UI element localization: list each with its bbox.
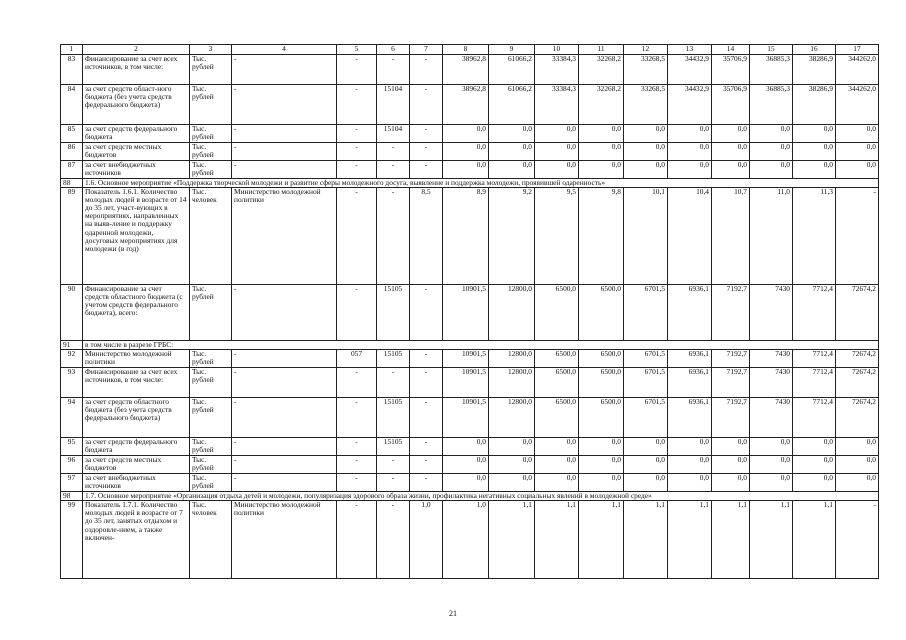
table-cell: - [337,438,377,456]
table-cell: 0,0 [836,438,879,456]
table-cell: Тыс. рублей [190,161,232,179]
header-cell: 14 [712,45,750,55]
table-cell: 0,0 [535,438,579,456]
table-cell: 9,5 [535,188,579,285]
table-cell: Финансирование за счет средств областного бюджета (с учетом средств федерального бюджета), всего: [83,285,190,341]
table-cell: 8,5 [410,188,443,285]
table-body [61,45,879,579]
table-cell: 7430 [750,398,793,438]
table-row [61,501,879,579]
table-cell: 6500,0 [579,368,624,398]
table-cell: Тыс. рублей [190,350,232,368]
table-cell: 10,7 [712,188,750,285]
table-cell: - [410,474,443,492]
table-cell: 7430 [750,368,793,398]
table-cell: 0,0 [712,474,750,492]
table-cell: 0,0 [443,456,489,474]
table-row [61,125,879,143]
table-cell: - [836,188,879,285]
table-cell: 1,1 [712,501,750,579]
table-cell: 0,0 [535,456,579,474]
table-cell: 0,0 [624,125,668,143]
table-cell: Министерство молодежной политики [83,350,190,368]
table-cell: - [337,501,377,579]
header-cell: 17 [836,45,879,55]
table-cell: 0,0 [624,438,668,456]
table-cell: 0,0 [624,456,668,474]
row-number: 90 [61,285,83,341]
table-cell: Тыс. человек [190,188,232,285]
table-cell: Тыс. рублей [190,456,232,474]
table-cell: 10901,5 [443,285,489,341]
table-cell: Министерство молодежной политики [232,501,337,579]
table-cell: за счет внебюджетных источников [83,161,190,179]
table-cell: - [377,501,410,579]
table-cell: Тыс. рублей [190,474,232,492]
table-cell: 0,0 [489,143,535,161]
table-cell: 72674,2 [836,398,879,438]
table-cell: 0,0 [750,125,793,143]
table-cell: - [337,368,377,398]
table-cell: Финансирование за счет всех источников, в том числе: [83,55,190,85]
table-cell: 0,0 [668,161,712,179]
table-cell: 6701,5 [624,350,668,368]
header-cell: 5 [337,45,377,55]
table-row [61,438,879,456]
table-cell: 0,0 [836,161,879,179]
table-cell: 0,0 [668,456,712,474]
table-cell: 61066,2 [489,55,535,85]
table-cell: за счет средств област-ного бюджета (без учета средств федерального бюджета) [83,85,190,125]
table-cell: 12800,0 [489,398,535,438]
section-title: в том числе в разрезе ГРБС: [83,341,879,350]
row-number: 99 [61,501,83,579]
table-cell: 7712,4 [793,285,836,341]
table-cell: - [232,143,337,161]
table-cell: - [337,474,377,492]
table-cell: Тыс. рублей [190,85,232,125]
table-cell: Тыс. рублей [190,438,232,456]
section-row [61,179,879,188]
table-cell: - [410,85,443,125]
row-number: 89 [61,188,83,285]
table-cell: - [232,285,337,341]
table-cell: 6936,1 [668,368,712,398]
table-cell: Министерство молодежной политики [232,188,337,285]
table-cell: 8,9 [443,188,489,285]
table-cell: - [377,161,410,179]
table-cell: 7192,7 [712,368,750,398]
table-cell: 10901,5 [443,398,489,438]
table-cell: 6500,0 [535,368,579,398]
table-cell: 0,0 [712,143,750,161]
table-cell: 38286,9 [793,55,836,85]
header-cell: 1 [61,45,83,55]
table-cell: 344262,0 [836,85,879,125]
header-cell: 8 [443,45,489,55]
row-number: 96 [61,456,83,474]
table-cell: 0,0 [489,456,535,474]
table-cell: - [337,285,377,341]
table-cell: 0,0 [668,438,712,456]
table-cell: 35706,9 [712,85,750,125]
table-cell: 11,3 [793,188,836,285]
table-cell: 0,0 [750,161,793,179]
table-cell: 11,0 [750,188,793,285]
table-cell: 0,0 [668,474,712,492]
row-number: 86 [61,143,83,161]
table-cell: 0,0 [579,161,624,179]
program-table [60,44,879,579]
table-row [61,143,879,161]
table-row [61,368,879,398]
table-cell: 61066,2 [489,85,535,125]
table-cell: - [377,474,410,492]
row-number: 91 [61,341,83,350]
table-cell: 6500,0 [579,350,624,368]
table-cell: - [232,398,337,438]
table-cell: - [232,474,337,492]
table-cell: 0,0 [443,125,489,143]
table-cell: 0,0 [489,125,535,143]
table-cell: 1,1 [750,501,793,579]
table-cell: 34432,9 [668,55,712,85]
table-cell: 0,0 [579,143,624,161]
table-cell: 36885,3 [750,85,793,125]
table-cell: - [337,456,377,474]
table-cell: 33268,5 [624,85,668,125]
table-cell: 6500,0 [535,350,579,368]
table-cell: - [232,456,337,474]
table-cell: 1,1 [489,501,535,579]
table-cell: 33384,3 [535,85,579,125]
table-cell: - [410,161,443,179]
table-cell: 0,0 [443,474,489,492]
table-cell: - [410,125,443,143]
table-cell: 0,0 [793,161,836,179]
table-cell: 0,0 [668,143,712,161]
table-cell: 0,0 [579,474,624,492]
table-cell: 38962,8 [443,55,489,85]
table-row [61,398,879,438]
table-cell: Тыс. рублей [190,398,232,438]
table-cell: 15105 [377,285,410,341]
table-cell: - [232,368,337,398]
table-cell: 0,0 [489,161,535,179]
table-cell: 0,0 [489,474,535,492]
table-cell: - [377,143,410,161]
table-cell: - [410,438,443,456]
table-cell: за счет средств федерального бюджета [83,125,190,143]
table-cell: - [232,125,337,143]
table-cell: 1,1 [535,501,579,579]
table-cell: за счет средств местных бюджетов [83,143,190,161]
table-cell: 15104 [377,125,410,143]
table-cell: Показатель 1.6.1. Количество молодых людей в возрасте от 14 до 35 лет, участ-вующих в мероприятиях, направленных на выяв-ление и поддержку одаренной молодежи, досуговых мероприятиях для молодежи (в год) [83,188,190,285]
row-number: 97 [61,474,83,492]
table-cell: 0,0 [624,161,668,179]
header-cell: 13 [668,45,712,55]
table-cell: 38962,8 [443,85,489,125]
table-cell: 7192,7 [712,350,750,368]
section-row [61,341,879,350]
table-cell: 15105 [377,398,410,438]
table-cell: 7712,4 [793,350,836,368]
table-cell: 1,1 [668,501,712,579]
table-cell: 32268,2 [579,55,624,85]
table-cell: - [410,285,443,341]
table-cell: - [377,368,410,398]
table-cell: - [410,456,443,474]
table-cell: 12800,0 [489,350,535,368]
table-cell: 33268,5 [624,55,668,85]
table-cell: 10,1 [624,188,668,285]
table-cell: 6701,5 [624,368,668,398]
table-cell: 0,0 [624,474,668,492]
table-cell: 057 [337,350,377,368]
table-row [61,55,879,85]
table-cell: 0,0 [579,438,624,456]
table-cell: 0,0 [793,438,836,456]
table-cell: 35706,9 [712,55,750,85]
table-cell: 0,0 [750,438,793,456]
table-cell: - [410,143,443,161]
table-cell: 7712,4 [793,398,836,438]
table-cell: Показатель 1.7.1. Количество молодых людей в возрасте от 7 до 35 лет, занятых отдыхом и оздоровле-нием, а также включен- [83,501,190,579]
table-cell: - [232,55,337,85]
header-row [61,45,879,55]
table-cell: 0,0 [443,438,489,456]
table-cell: 32268,2 [579,85,624,125]
table-cell: 38286,9 [793,85,836,125]
row-number: 94 [61,398,83,438]
table-cell: 34432,9 [668,85,712,125]
table-cell: 0,0 [750,143,793,161]
table-cell: 0,0 [712,438,750,456]
table-cell: 0,0 [750,456,793,474]
table-cell: 6500,0 [579,398,624,438]
table-cell: - [377,188,410,285]
row-number: 88 [61,179,83,188]
table-cell: 0,0 [579,456,624,474]
table-cell: 7192,7 [712,285,750,341]
table-cell: 9,2 [489,188,535,285]
header-cell: 6 [377,45,410,55]
table-cell: 6500,0 [579,285,624,341]
table-cell: - [377,55,410,85]
table-cell: - [410,398,443,438]
table-cell: 6500,0 [535,285,579,341]
row-number: 98 [61,492,83,501]
table-cell: 15105 [377,438,410,456]
table-cell: 7712,4 [793,368,836,398]
table-cell: - [337,143,377,161]
table-cell: - [377,456,410,474]
table-cell: 7430 [750,285,793,341]
table-cell: Тыс. рублей [190,285,232,341]
table-row [61,474,879,492]
table-cell: за счет средств федерального бюджета [83,438,190,456]
table-cell: 0,0 [535,474,579,492]
table-cell: за счет средств местных бюджетов [83,456,190,474]
table-cell: Тыс. рублей [190,143,232,161]
table-cell: 0,0 [836,143,879,161]
header-cell: 11 [579,45,624,55]
table-cell: 10901,5 [443,368,489,398]
table-row [61,456,879,474]
table-cell: за счет средств областного бюджета (без учета средств федерального бюджета) [83,398,190,438]
table-cell: 0,0 [624,143,668,161]
table-cell: - [337,85,377,125]
table-cell: 6701,5 [624,285,668,341]
table-cell: - [232,85,337,125]
table-cell: 0,0 [535,143,579,161]
table-cell: - [232,438,337,456]
table-cell: Финансирование за счет всех источников, в том числе: [83,368,190,398]
table-cell: 12800,0 [489,368,535,398]
table-cell: - [337,125,377,143]
table-cell: 7192,7 [712,398,750,438]
header-cell: 9 [489,45,535,55]
row-number: 85 [61,125,83,143]
table-cell: Тыс. рублей [190,55,232,85]
table-cell: 9,8 [579,188,624,285]
table-cell: - [232,161,337,179]
table-cell: Тыс. рублей [190,125,232,143]
table-cell: - [337,161,377,179]
table-cell: - [410,55,443,85]
table-cell: 0,0 [750,474,793,492]
table-cell: - [337,55,377,85]
table-cell: Тыс. человек [190,501,232,579]
table-cell: 0,0 [836,456,879,474]
table-cell: 0,0 [793,456,836,474]
table-cell: 6936,1 [668,350,712,368]
table-cell: 1,0 [443,501,489,579]
table-cell: 72674,2 [836,350,879,368]
header-cell: 15 [750,45,793,55]
table-cell: 72674,2 [836,285,879,341]
table-cell: - [836,501,879,579]
section-title: 1.7. Основное мероприятие «Организация отдыха детей и молодежи, популяризация здорового образа жизни, профилактика негативных социальных явлений в молодежной среде» [83,492,879,501]
table-cell: - [232,350,337,368]
header-cell: 2 [83,45,190,55]
header-cell: 4 [232,45,337,55]
table-cell: 0,0 [668,125,712,143]
table-cell: 0,0 [793,474,836,492]
table-cell: 0,0 [793,143,836,161]
table-cell: 15105 [377,350,410,368]
table-cell: 0,0 [712,456,750,474]
header-cell: 3 [190,45,232,55]
table-cell: 15104 [377,85,410,125]
table-cell: 7430 [750,350,793,368]
table-cell: 0,0 [443,161,489,179]
table-cell: 1,1 [793,501,836,579]
row-number: 84 [61,85,83,125]
table-cell: 0,0 [579,125,624,143]
table-cell: 6936,1 [668,285,712,341]
table-cell: 1,0 [410,501,443,579]
table-cell: 1,1 [624,501,668,579]
table-cell: 6701,5 [624,398,668,438]
table-row [61,85,879,125]
header-cell: 16 [793,45,836,55]
table-cell: 344262,0 [836,55,879,85]
table-cell: - [337,398,377,438]
table-cell: 10,4 [668,188,712,285]
row-number: 83 [61,55,83,85]
row-number: 92 [61,350,83,368]
table-cell: 10901,5 [443,350,489,368]
header-cell: 10 [535,45,579,55]
section-title: 1.6. Основное мероприятие «Поддержка творческой молодежи и развитие сферы молодежного досуга, выявление и поддержка молодежи, проявившей одаренность» [83,179,879,188]
table-cell: 0,0 [535,161,579,179]
table-cell: 0,0 [712,125,750,143]
table-row [61,161,879,179]
table-cell: - [337,188,377,285]
table-cell: 0,0 [712,161,750,179]
row-number: 95 [61,438,83,456]
table-cell: 72674,2 [836,368,879,398]
table-cell: 1,1 [579,501,624,579]
row-number: 93 [61,368,83,398]
table-cell: 0,0 [489,438,535,456]
table-cell: 0,0 [443,143,489,161]
table-cell: 6500,0 [535,398,579,438]
table-cell: 36885,3 [750,55,793,85]
table-cell: 6936,1 [668,398,712,438]
table-cell: 0,0 [836,474,879,492]
page-number: 21 [449,609,457,618]
table-cell: за счет внебюджетных источников [83,474,190,492]
table-cell: 0,0 [836,125,879,143]
header-cell: 12 [624,45,668,55]
header-cell: 7 [410,45,443,55]
table-cell: 0,0 [535,125,579,143]
row-number: 87 [61,161,83,179]
table-cell: 12800,0 [489,285,535,341]
table-cell: 0,0 [793,125,836,143]
table-cell: Тыс. рублей [190,368,232,398]
table-row [61,285,879,341]
table-cell: 33384,3 [535,55,579,85]
table-cell: - [410,368,443,398]
section-row [61,492,879,501]
table-row [61,350,879,368]
table-row [61,188,879,285]
table-cell: - [410,350,443,368]
